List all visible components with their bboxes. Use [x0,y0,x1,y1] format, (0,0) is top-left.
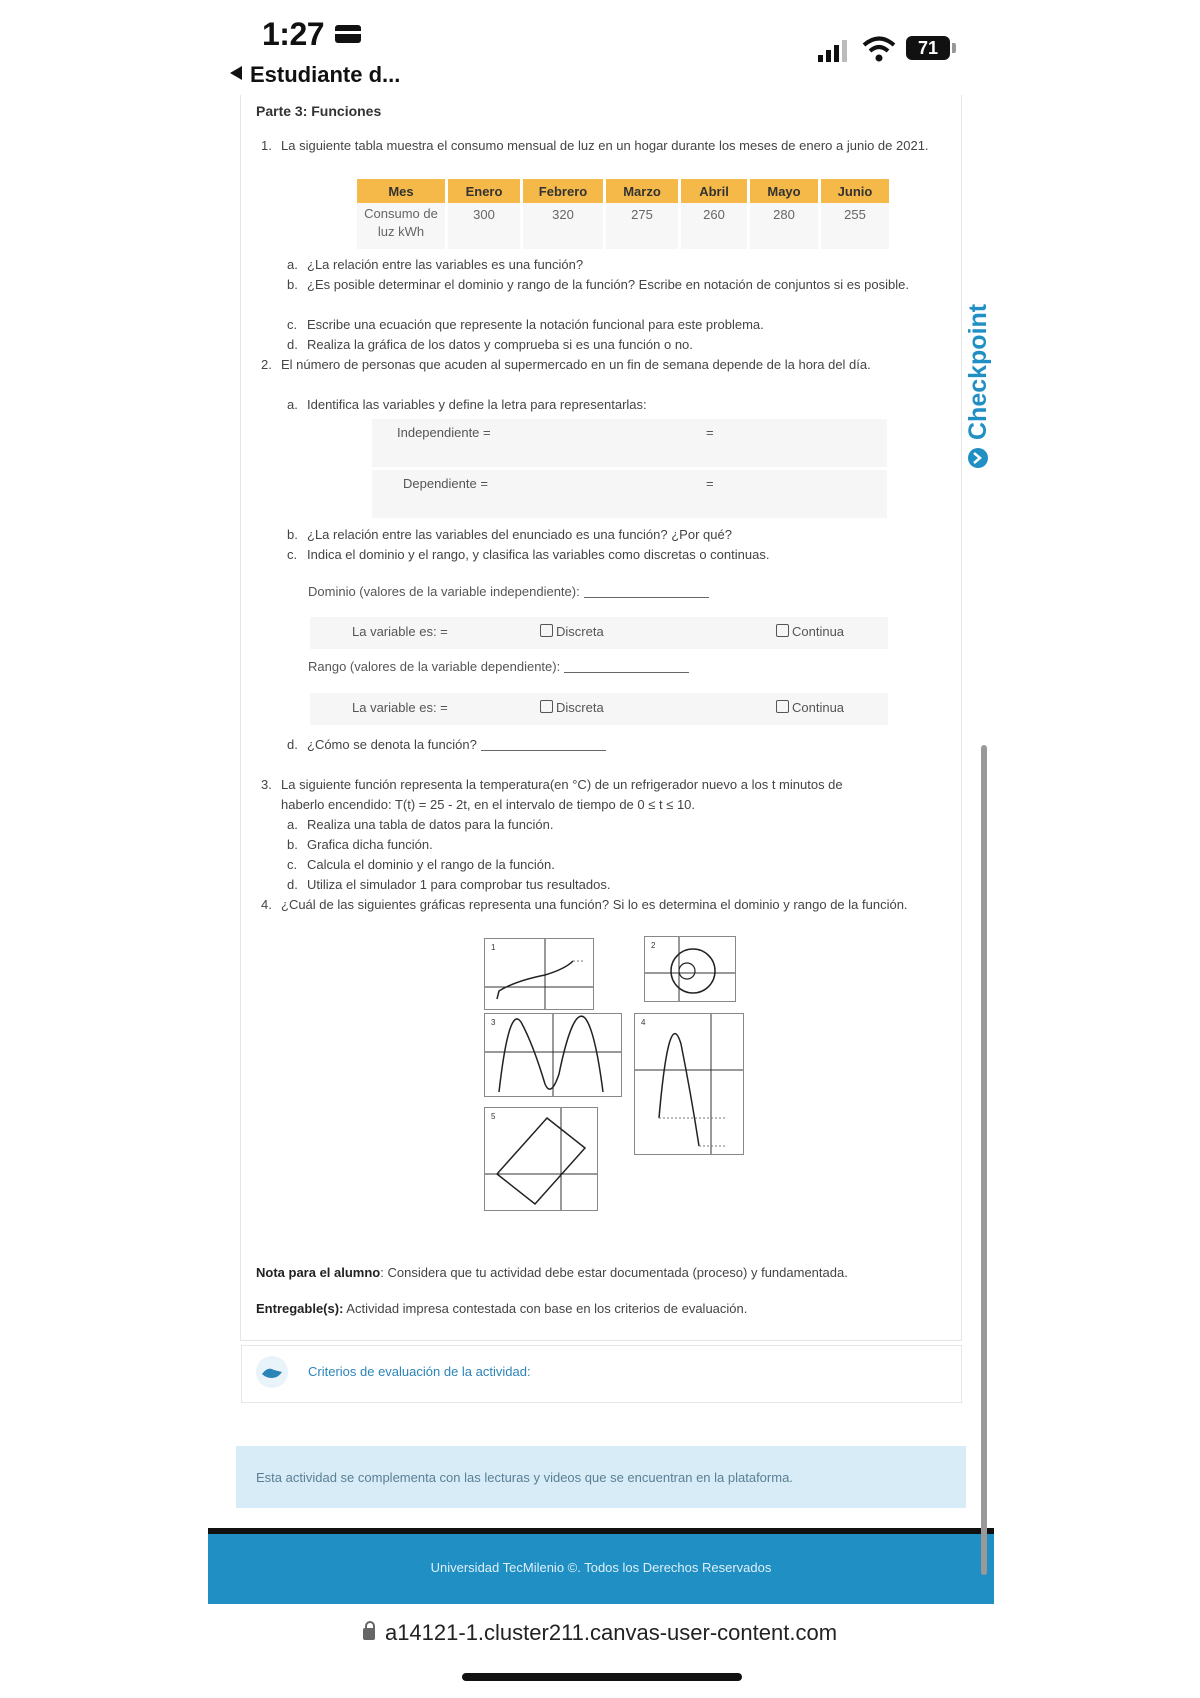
table-header: Enero [448,179,520,203]
notation-answer-line[interactable] [481,750,606,751]
q3-item-b: b. Grafica dicha función. [287,837,433,852]
q1-item-d: d. Realiza la gráfica de los datos y comprueba si es una función o no. [287,337,693,352]
question-4 [261,895,941,915]
item-text: Calcula el dominio y el rango de la función. [307,857,555,872]
q3-item-a: a. Realiza una tabla de datos para la función. [287,817,554,832]
table-header: Abril [681,179,747,203]
discrete-option[interactable] [540,700,604,715]
graph-label: 3 [491,1018,496,1027]
q1-item-a: a. ¿La relación entre las variables es una función? [287,257,584,272]
table-cell: Consumo de luz kWh [357,203,445,249]
graph-label: 5 [491,1112,496,1121]
graph-3 [484,1013,622,1097]
back-button[interactable] [230,62,400,88]
table-cell: 300 [448,203,520,249]
question-number: 2. [261,357,272,372]
scrollbar[interactable] [981,745,987,1575]
q2-item-d: d. ¿Cómo se denota la función? [307,735,606,755]
deliverable-label: Entregable(s): [256,1301,344,1316]
note-text: : Considera que tu actividad debe estar documentada (proceso) y fundamentada. [380,1265,848,1280]
option-label: Continua [792,700,845,715]
q2-item-c: c. Indica el dominio y el rango, y clasifica las variables como discretas o continuas. [287,547,770,562]
lock-icon [363,1628,375,1640]
table-cell: 255 [821,203,889,249]
variable-type-label: La variable es: = [352,700,448,715]
table-header: Junio [821,179,889,203]
range-prompt [308,659,689,674]
checkbox[interactable] [776,700,789,713]
equals-sign: = [706,476,714,491]
part-title: Parte 3: Funciones [256,103,382,119]
dependent-label: Dependiente = [403,476,488,491]
battery-tip [952,43,956,53]
independent-label: Independiente = [397,425,491,440]
home-indicator[interactable] [462,1673,742,1681]
table-header: Marzo [606,179,678,203]
question-2 [261,355,941,375]
table-header: Febrero [523,179,603,203]
item-text: Utiliza el simulador 1 para comprobar tus resultados. [307,877,611,892]
q3-item-d: d. Utiliza el simulador 1 para comprobar tus resultados. [287,877,611,892]
question-text: La siguiente función representa la temperatura(en °C) de un refrigerador nuevo a los t minutos de [281,777,843,792]
item-text: Identifica las variables y define la letra para representarlas: [307,397,647,412]
graph-2 [644,936,736,1002]
graph-1 [484,938,594,1010]
item-text: Escribe una ecuación que represente la notación funcional para este problema. [307,317,764,332]
checkbox[interactable] [776,624,789,637]
table-header: Mayo [750,179,818,203]
equals-sign: = [706,425,714,440]
back-label: Estudiante d... [250,62,401,87]
student-note [256,1265,956,1280]
q2-item-b: b. ¿La relación entre las variables del enunciado es una función? ¿Por qué? [287,527,732,542]
question-text: El número de personas que acuden al supermercado en un fin de semana depende de la hora del día. [281,357,871,372]
checkpoint-tab[interactable] [948,300,1020,470]
deliverable-note [256,1301,956,1316]
question-formula: haberlo encendido: T(t) = 25 - 2t, en el intervalo de tiempo de 0 ≤ t ≤ 10. [281,797,696,812]
question-1 [261,136,941,156]
back-arrow-icon [230,66,242,80]
option-label: Discreta [556,700,604,715]
q1-item-b: b. ¿Es posible determinar el dominio y rango de la función? Escribe en notación de conjuntos si es posible. [287,277,909,292]
range-answer-line[interactable] [564,672,689,673]
q2-item-a: a. Identifica las variables y define la letra para representarlas: [287,397,647,412]
q1-item-c: c. Escribe una ecuación que represente la notación funcional para este problema. [287,317,764,332]
question-3 [261,775,941,815]
question-text: La siguiente tabla muestra el consumo mensual de luz en un hogar durante los meses de enero a junio de 2021. [281,138,929,153]
address-bar[interactable] [0,1620,1200,1646]
domain-prompt [308,584,709,599]
discrete-option[interactable] [540,624,604,639]
note-label: Nota para el alumno [256,1265,381,1280]
q3-item-c: c. Calcula el dominio y el rango de la función. [287,857,555,872]
question-number: 1. [261,138,272,153]
consumption-table [354,179,892,249]
question-text: ¿Cuál de las siguientes gráficas representa una función? Si lo es determina el dominio y rango de la función. [281,897,908,912]
footer-text: Universidad TecMilenio ©. Todos los Derechos Reservados [430,1560,772,1575]
range-label: Rango (valores de la variable dependiente): [308,659,561,674]
question-number: 3. [261,777,272,792]
table-cell: 275 [606,203,678,249]
option-label: Continua [792,624,845,639]
domain-label: Dominio (valores de la variable independiente): [308,584,580,599]
graph-5 [484,1107,598,1211]
graph-label: 1 [491,943,496,952]
item-text: ¿Es posible determinar el dominio y rango de la función? Escribe en notación de conjuntos si es posible. [307,277,909,292]
deliverable-text: Actividad impresa contestada con base en los criterios de evaluación. [343,1301,748,1316]
table-cell: 260 [681,203,747,249]
table-cell: 320 [523,203,603,249]
item-text: Realiza una tabla de datos para la función. [307,817,554,832]
continuous-option[interactable] [776,624,844,639]
variable-type-label: La variable es: = [352,624,448,639]
status-time: 1:27 [262,16,325,52]
handshake-icon [256,1356,288,1388]
checkbox[interactable] [540,700,553,713]
item-text: Realiza la gráfica de los datos y comprueba si es una función o no. [307,337,693,352]
item-text: Grafica dicha función. [307,837,433,852]
continuous-option[interactable] [776,700,844,715]
wifi-icon [862,36,896,62]
option-label: Discreta [556,624,604,639]
question-number: 4. [261,897,272,912]
graph-label: 2 [651,941,656,950]
info-banner-text: Esta actividad se complementa con las lecturas y videos que se encuentran en la plataforma. [256,1470,793,1485]
graph-4 [634,1013,744,1155]
sim-card-icon [335,25,361,43]
checkpoint-label: Checkpoint [964,303,992,440]
url-text: a14121-1.cluster211.canvas-user-content.com [384,1620,838,1645]
table-header: Mes [357,179,445,203]
table-cell: 280 [750,203,818,249]
graph-label: 4 [641,1018,646,1027]
item-text: ¿La relación entre las variables del enunciado es una función? ¿Por qué? [307,527,732,542]
battery-indicator: 71 [906,36,950,60]
criteria-link[interactable]: Criterios de evaluación de la actividad: [308,1364,531,1379]
item-text: ¿La relación entre las variables es una función? [307,257,584,272]
domain-answer-line[interactable] [584,597,709,598]
item-text: Indica el dominio y el rango, y clasifica las variables como discretas o continuas. [307,547,770,562]
signal-icon [818,40,852,62]
item-text: ¿Cómo se denota la función? [307,737,477,752]
checkbox[interactable] [540,624,553,637]
